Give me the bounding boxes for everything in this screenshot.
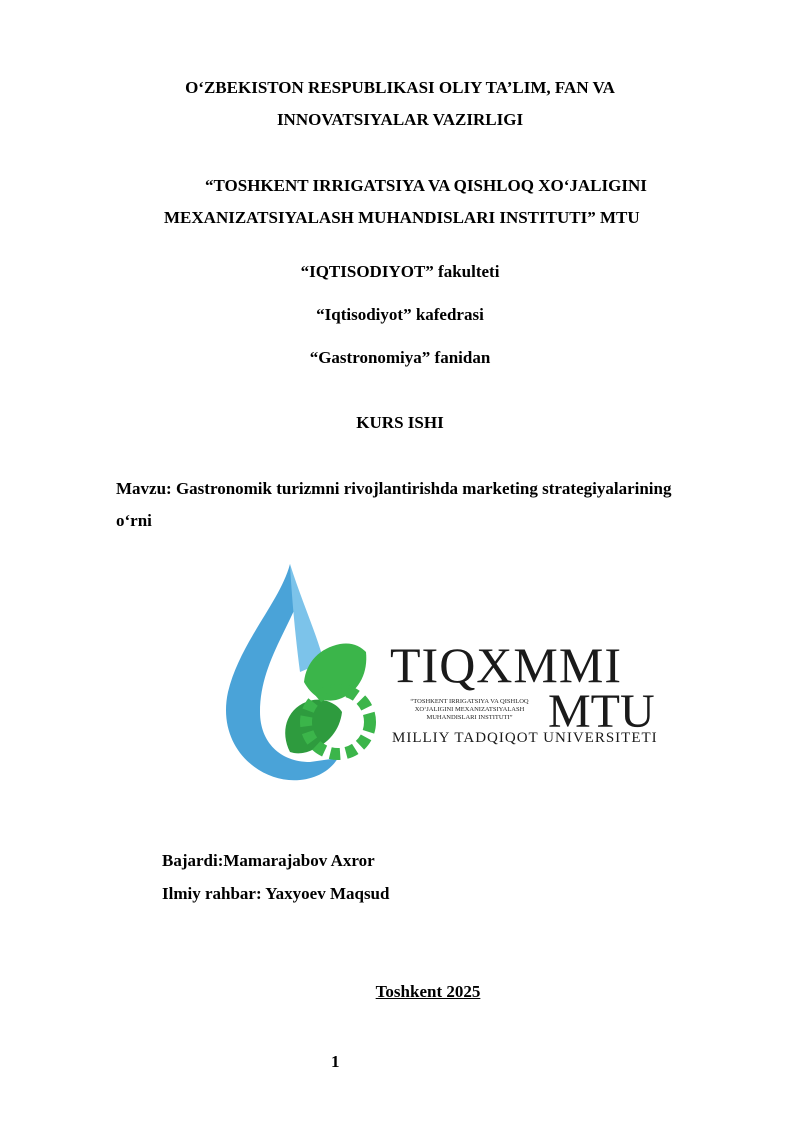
- topic-line-2: o‘rni: [116, 511, 152, 530]
- institute-line-2: MEXANIZATSIYALASH MUHANDISLARI INSTITUTI” MTU: [164, 208, 640, 227]
- logo-mtu: MTU: [548, 685, 655, 738]
- ministry-line-2: INNOVATSIYALAR VAZIRLIGI: [276, 110, 524, 129]
- university-logo: [220, 562, 690, 787]
- logo-name: TIQXMMI: [390, 637, 622, 693]
- faculty-line: “IQTISODIYOT” fakulteti: [300, 262, 500, 281]
- institute-line-1: “TOSHKENT IRRIGATSIYA VA QISHLOQ XO‘JALIGINI: [205, 176, 647, 195]
- water-drop-gear-icon: [220, 562, 380, 787]
- logo-institute-text: “TOSHKENT IRRIGATSIYA VA QISHLOQ XO‘JALIGINI MEXANIZATSIYALASH MUHANDISLARI INSTITUTI”: [410, 698, 529, 721]
- topic-line-1: Mavzu: Gastronomik turizmni rivojlantirishda marketing strategiyalarining: [116, 479, 672, 498]
- author-line: Bajardi:Mamarajabov Axror: [162, 851, 375, 870]
- document-type: KURS ISHI: [356, 413, 444, 432]
- page-number: 1: [331, 1052, 340, 1071]
- subject-line: “Gastronomiya” fanidan: [309, 348, 491, 367]
- department-line: “Iqtisodiyot” kafedrasi: [316, 305, 484, 324]
- ministry-line-1: O‘ZBEKISTON RESPUBLIKASI OLIY TA’LIM, FAN VA: [185, 78, 615, 97]
- logo-tagline: MILLIY TADQIQOT UNIVERSITETI: [392, 730, 658, 746]
- city-year: Toshkent 2025: [375, 982, 481, 1001]
- supervisor-line: Ilmiy rahbar: Yaxyoev Maqsud: [162, 884, 390, 903]
